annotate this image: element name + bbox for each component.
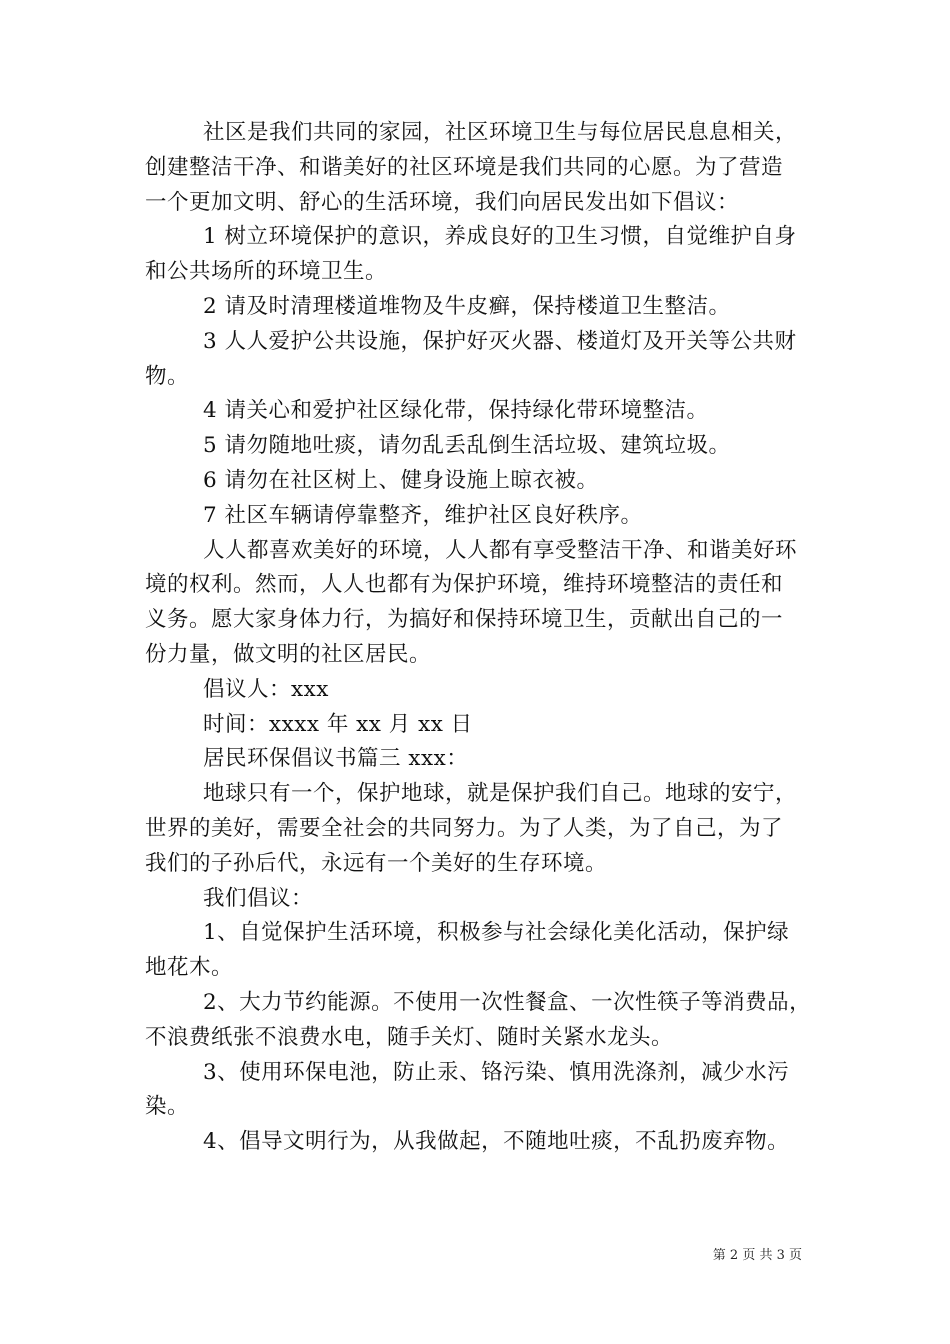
text-line: 世界的美好，需要全社会的共同努力。为了人类，为了自己，为了 [145, 815, 784, 841]
text-line: 和公共场所的环境卫生。 [145, 259, 388, 285]
text-line: 染。 [145, 1094, 190, 1120]
text-line: 3、使用环保电池，防止汞、铬污染、慎用洗涤剂，减少水污 [203, 1059, 790, 1085]
text-line: 时间：xxxx 年 xx 月 xx 日 [203, 711, 473, 737]
text-line: 倡议人：xxx [203, 676, 329, 702]
text-line: 2、大力节约能源。不使用一次性餐盒、一次性筷子等消费品， [203, 989, 812, 1015]
text-line: 份力量，做文明的社区居民。 [145, 641, 432, 667]
text-line: 1 树立环境保护的意识，养成良好的卫生习惯，自觉维护自身 [203, 224, 797, 250]
text-line: 3 人人爱护公共设施，保护好灭火器、楼道灯及开关等公共财 [203, 328, 797, 354]
text-line: 地花木。 [145, 955, 234, 981]
text-line: 物。 [145, 363, 190, 389]
text-line: 1、自觉保护生活环境，积极参与社会绿化美化活动，保护绿 [203, 920, 790, 946]
text-line: 地球只有一个，保护地球，就是保护我们自己。地球的安宁， [203, 781, 798, 807]
text-line: 创建整洁干净、和谐美好的社区环境是我们共同的心愿。为了营造 [145, 154, 784, 180]
text-line: 4 请关心和爱护社区绿化带，保持绿化带环境整洁。 [203, 398, 709, 424]
text-line: 社区是我们共同的家园，社区环境卫生与每位居民息息相关， [203, 120, 798, 145]
text-line: 7 社区车辆请停靠整齐，维护社区良好秩序。 [203, 502, 643, 528]
text-line: 我们倡议： [203, 885, 314, 911]
text-line: 居民环保倡议书篇三 xxx： [203, 746, 469, 772]
text-line: 6 请勿在社区树上、健身设施上晾衣被。 [203, 467, 599, 493]
page-number: 第 2 页 共 3 页 [712, 1248, 802, 1263]
document-body [145, 116, 815, 1160]
text-line: 不浪费纸张不浪费水电，随手关灯、随时关紧水龙头。 [145, 1024, 674, 1050]
text-line: 4、倡导文明行为，从我做起，不随地吐痰，不乱扔废弃物。 [203, 1129, 790, 1155]
text-line: 人人都喜欢美好的环境，人人都有享受整洁干净、和谐美好环 [203, 537, 798, 563]
text-line: 一个更加文明、舒心的生活环境，我们向居民发出如下倡议： [145, 189, 740, 215]
text-line: 我们的子孙后代，永远有一个美好的生存环境。 [145, 850, 608, 876]
text-line: 2 请及时清理楼道堆物及牛皮癣，保持楼道卫生整洁。 [203, 293, 731, 319]
text-line: 5 请勿随地吐痰，请勿乱丢乱倒生活垃圾、建筑垃圾。 [203, 433, 731, 459]
text-line: 义务。愿大家身体力行，为搞好和保持环境卫生，贡献出自己的一 [145, 607, 784, 633]
text-line: 境的权利。然而，人人也都有为保护环境，维持环境整洁的责任和 [145, 572, 784, 598]
